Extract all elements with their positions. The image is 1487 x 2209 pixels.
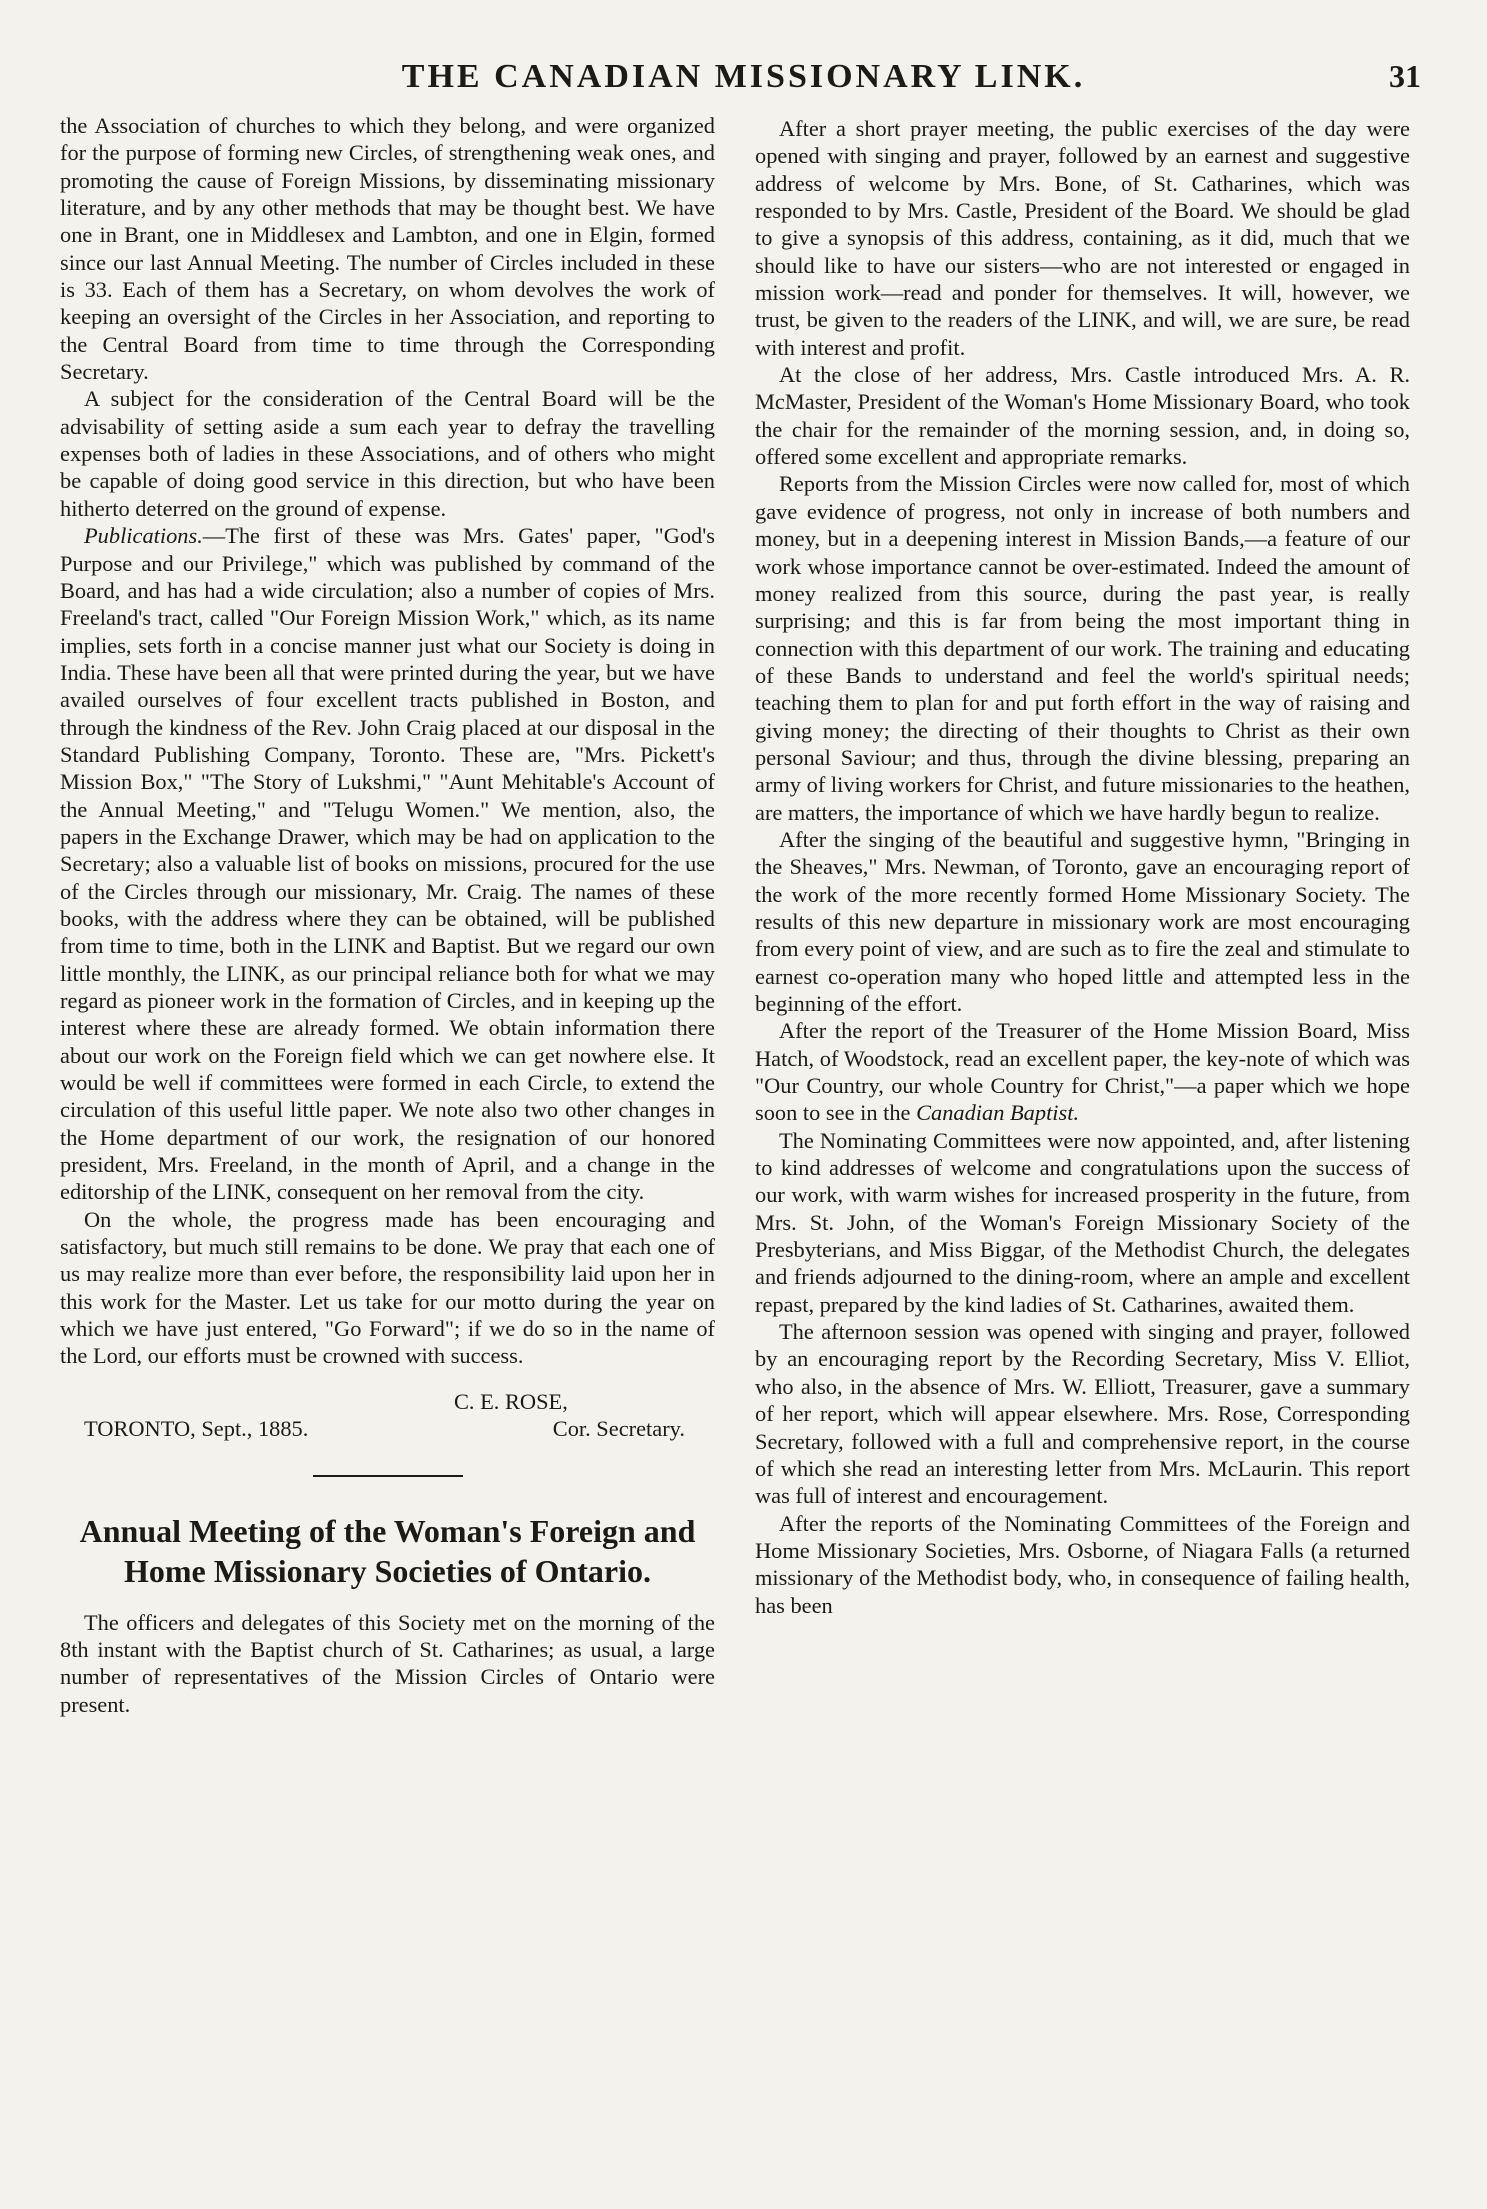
paragraph: At the close of her address, Mrs. Castle introduced Mrs. A. R. McMaster, President of the Woman's Home Missionary Board, who took the chair for the remainder of the morning session, and, in doing so, offered some excellent and appropriate remarks. [755, 362, 1410, 470]
paragraph: After the reports of the Nominating Committees of the Foreign and Home Missionary Societies, Mrs. Osborne, of Niagara Falls (a returned missionary of the Methodist body, who, in consequence of failing health, has been [755, 1510, 1410, 1618]
masthead [60, 58, 1427, 108]
section-label: Publications. [84, 523, 203, 549]
signature-line-2 [84, 1415, 685, 1442]
paragraph-publications [60, 522, 715, 1206]
signature-line-1 [84, 1388, 685, 1415]
section-divider [313, 1475, 463, 1477]
article-heading: Annual Meeting of the Woman's Foreign and Home Missionary Societies of Ontario. [79, 1512, 696, 1589]
paragraph: After a short prayer meeting, the public exercises of the day were opened with singing and prayer, followed by an earnest and suggestive address of welcome by Mrs. Bone, of St. Catharines, which was responded to by Mrs. Castle, President of the Board. We should be glad to give a synopsis of this address, containing, as it did, much that we should like to have our sisters—who are not interested or engaged in mission work—read and ponder for themselves. It will, however, we trust, be given to the readers of the LINK, and will, we are sure, be read with interest and profit. [755, 116, 1410, 360]
signatory-name: C. E. ROSE, [454, 1388, 568, 1414]
paragraph-text: After the report of the Treasurer of the Home Mission Board, Miss Hatch, of Woodstock, read an excellent paper, the key-note of which was "Our Country, our whole Country for Christ,"—a paper which we hope soon to see in the [755, 1018, 1410, 1126]
publication-name: Canadian Baptist. [916, 1100, 1080, 1126]
paragraph: A subject for the consideration of the Central Board will be the advisability of setting aside a sum each year to defray the travelling expenses both of ladies in these Associations, and of others who might be capable of doing good service in this direction, but who have been hitherto deterred on the ground of expense. [60, 386, 715, 521]
paragraph: the Association of churches to which they belong, and were organized for the purpose of forming new Circles, of strengthening weak ones, and promoting the cause of Foreign Missions, by disseminating missionary literature, and by any other methods that may be thought best. We have one in Brant, one in Middlesex and Lambton, and one in Elgin, formed since our last Annual Meeting. The number of Circles included in these is 33. Each of them has a Secretary, on whom devolves the work of keeping an oversight of the Circles in her Association, and reporting to the Central Board from time to time through the Corresponding Secretary. [60, 113, 715, 385]
paragraph [755, 1017, 1410, 1126]
page-number: 31 [1389, 58, 1421, 94]
right-column [755, 115, 1410, 1619]
signatory-role: Cor. Secretary. [552, 1416, 685, 1442]
paragraph: The officers and delegates of this Society met on the morning of the 8th instant with the Baptist church of St. Catharines; as usual, a large number of representatives of the Mission Circles of Ontario were present. [60, 1609, 715, 1717]
paragraph: The afternoon session was opened with singing and prayer, followed by an encouraging report by the Recording Secretary, Miss V. Elliot, who also, in the absence of Mrs. W. Elliott, Treasurer, gave a summary of her report, which will appear elsewhere. Mrs. Rose, Corresponding Secretary, followed with a full and comprehensive report, in the course of which she read an interesting letter from Mrs. McLaurin. This report was full of interest and encouragement. [755, 1319, 1410, 1509]
paragraph-text: —The first of these was Mrs. Gates' paper, "God's Purpose and our Privilege," which was published by command of the Board, and has had a wide circulation; also a number of copies of Mrs. Freeland's tract, called "Our Foreign Mission Work," which, as its name implies, sets forth in a concise manner just what our Society is doing in India. These have been all that were printed during the year, but we have availed ourselves of four excellent tracts published in Boston, and through the kindness of the Rev. John Craig placed at our disposal in the Standard Publishing Company, Toronto. These are, "Mrs. Pickett's Mission Box," "The Story of Lukshmi," "Aunt Mehitable's Account of the Annual Meeting," and "Telugu Women." We mention, also, the papers in the Exchange Drawer, which may be had on application to the Secretary; also a valuable list of books on missions, procured for the use of the Circles through our missionary, Mr. Craig. The names of these books, with the address where they can be obtained, will be published from time to time, both in the LINK and Baptist. But we regard our own little monthly, the LINK, as our principal reliance both for what we may regard as pioneer work in the formation of Circles, and in keeping up the interest where these are already formed. We obtain information there about our work on the Foreign field which we can get nowhere else. It would be well if committees were formed in each Circle, to extend the circulation of this useful little paper. We note also two other changes in the Home department of our work, the resignation of our honored president, Mrs. Freeland, in the month of April, and a change in the editorship of the LINK, consequent on her removal from the city. [60, 523, 715, 1205]
paragraph: The Nominating Committees were now appointed, and, after listening to kind addresses of welcome and congratulations upon the success of our work, with warm wishes for increased prosperity in the future, from Mrs. St. John, of the Woman's Foreign Missionary Society of the Presbyterians, and Miss Biggar, of the Methodist Church, the delegates and friends adjourned to the dining-room, where an ample and excellent repast, prepared by the kind ladies of St. Catharines, awaited them. [755, 1127, 1410, 1317]
paragraph: Reports from the Mission Circles were now called for, most of which gave evidence of progress, not only in increase of both numbers and money, but in a deepening interest in Mission Bands,—a feature of our work whose importance cannot be over-estimated. Indeed the amount of money realized from this source, during the past year, is really surprising; and this is far from being the most important thing in connection with this department of our work. The training and educating of these Bands to understand and feel the world's spiritual needs; teaching them to plan for and put forth effort in the way of raising and giving money; the directing of their thoughts to Christ as their own personal Saviour; and thus, through the divine blessing, preparing an army of living workers for Christ, and future missionaries to the heathen, are matters, the importance of which we have hardly begun to realize. [755, 471, 1410, 825]
left-column [60, 112, 715, 1718]
paragraph: After the singing of the beautiful and suggestive hymn, "Bringing in the Sheaves," Mrs. Newman, of Toronto, gave an encouraging report of the work of the more recently formed Home Missionary Society. The results of this new departure in missionary work are most encouraging from every point of view, and are such as to fire the zeal and stimulate to earnest co-operation many who hoped little and attempted less in the beginning of the effort. [755, 826, 1410, 1016]
dateline: TORONTO, Sept., 1885. [84, 1416, 309, 1442]
publication-title: THE CANADIAN MISSIONARY LINK. [401, 58, 1086, 95]
paragraph: On the whole, the progress made has been encouraging and satisfactory, but much still remains to be done. We pray that each one of us may realize more than ever before, the responsibility laid upon her in this work for the Master. Let us take for our motto during the year on which we have just entered, "Go Forward"; if we do so in the name of the Lord, our efforts must be crowned with success. [60, 1206, 715, 1369]
